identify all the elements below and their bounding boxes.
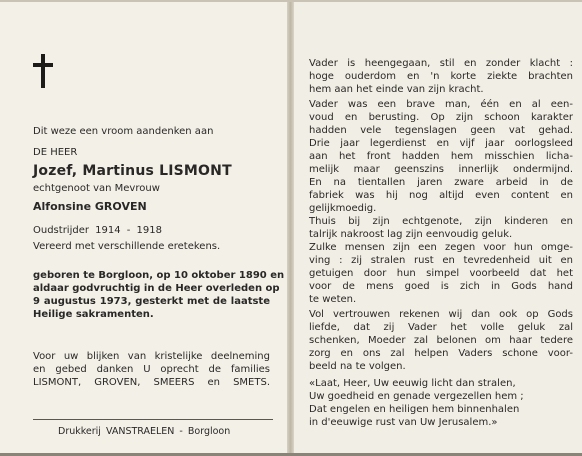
text-line: talrijk nakroost lag zijn eenvoudig geluk. bbox=[309, 229, 513, 240]
prayer-line: «Laat, Heer, Uw eeuwig licht dan stralen, bbox=[309, 378, 516, 389]
center-fold bbox=[287, 0, 294, 456]
text-line: Vol vertrouwen rekenen wij dan ook op Gods bbox=[309, 309, 573, 320]
life-line: Heilige sakramenten. bbox=[33, 309, 154, 320]
spouse-name: Alfonsine GROVEN bbox=[33, 200, 147, 213]
text-line: zorg en ons zal helpen Vaders schone voor- bbox=[309, 348, 573, 359]
text-line: ving : zij stralen rust en tevredenheid uit en bbox=[309, 255, 573, 266]
prayer-line: Dat engelen en heiligen hem binnenhalen bbox=[309, 404, 520, 415]
veteran-line: Oudstrijder 1914 - 1918 bbox=[33, 225, 163, 236]
prayer-line: Uw goedheid en genade vergezellen hem ; bbox=[309, 391, 524, 402]
text-line: voor de mens goed is zich in Gods hand bbox=[309, 281, 573, 292]
prayer-line: in d'eeuwige rust van Uw Jerusalem.» bbox=[309, 417, 498, 428]
text-line: Vader was een brave man, één en al een- bbox=[309, 99, 573, 110]
text-line: hem aan het einde van zijn kracht. bbox=[309, 84, 484, 95]
text-line: te weten. bbox=[309, 294, 357, 305]
life-line: 9 augustus 1973, gesterkt met de laatste bbox=[33, 296, 270, 307]
top-edge bbox=[0, 0, 582, 2]
text-line: hadden vele tegenslagen geen vat gehad. bbox=[309, 125, 573, 136]
life-line: aldaar godvruchtig in de Heer overleden op bbox=[33, 283, 280, 294]
text-line: Vader is heengegaan, stil en zonder klacht : bbox=[309, 58, 573, 69]
spouse-intro: echtgenoot van Mevrouw bbox=[33, 183, 160, 194]
deceased-name: Jozef, Martinus LISMONT bbox=[33, 163, 232, 179]
text-line: getuigen door hun simpel voorbeeld dat het bbox=[309, 268, 573, 279]
text-line: hoge ouderdom en 'n korte ziekte brachten bbox=[309, 71, 573, 82]
honors-line: Vereerd met verschillende eretekens. bbox=[33, 241, 221, 252]
text-line: Drie jaar legerdienst en vijf jaar oorlogsleed bbox=[309, 138, 573, 149]
printer-credit: Drukkerij VANSTRAELEN - Borgloon bbox=[58, 426, 231, 437]
text-line: gelijkmoedig. bbox=[309, 203, 377, 214]
title-de-heer: DE HEER bbox=[33, 147, 78, 158]
intro-text: Dit weze een vroom aandenken aan bbox=[33, 126, 214, 137]
life-line: geboren te Borgloon, op 10 oktober 1890 en bbox=[33, 270, 285, 281]
printer-divider bbox=[33, 419, 273, 420]
text-line: Zulke mensen zijn een zegen voor hun omge- bbox=[309, 242, 573, 253]
text-line: fabriek was hij nog altijd even content en bbox=[309, 190, 573, 201]
text-line: beeld na te volgen. bbox=[309, 361, 406, 372]
thanks-line: en gebed danken U oprecht de families bbox=[33, 364, 270, 375]
text-line: liefde, dat zij Vader het volle geluk zal bbox=[309, 322, 573, 333]
text-line: Thuis bij zijn echtgenote, zijn kinderen en bbox=[309, 216, 573, 227]
cross-icon bbox=[33, 54, 53, 88]
text-line: voud en berusting. Op zijn schoon karakter bbox=[309, 112, 573, 123]
text-line: aan het front hadden hem misschien licha- bbox=[309, 151, 573, 162]
thanks-line: Voor uw blijken van kristelijke deelneming bbox=[33, 351, 270, 362]
thanks-line: LISMONT, GROVEN, SMEERS en SMETS. bbox=[33, 377, 270, 388]
text-line: schenken, Moeder zal belonen om haar tedere bbox=[309, 335, 573, 346]
text-line: En na tientallen jaren zware arbeid in de bbox=[309, 177, 573, 188]
text-line: melijk maar geenszins innerlijk ondermijnd. bbox=[309, 164, 573, 175]
